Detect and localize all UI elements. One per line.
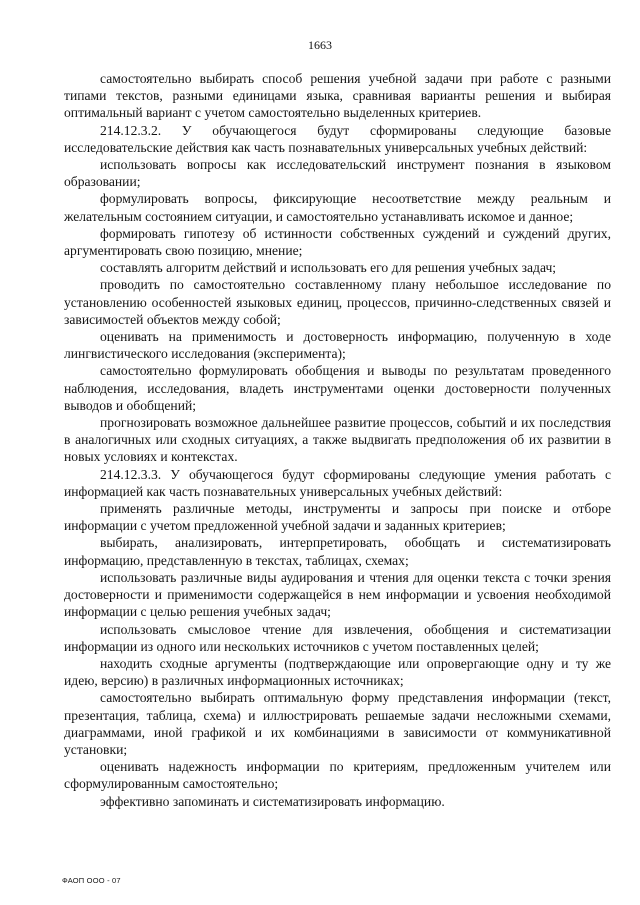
page-number: 1663 — [308, 38, 332, 52]
list-item: прогнозировать возможное дальнейшее развитие процессов, событий и их последствия в аналогичных или сходных ситуациях, а также выдвигать предположения об их развитии в новых условиях и контекстах. — [64, 415, 611, 465]
list-item: формулировать вопросы, фиксирующие несоответствие между реальным и желательным состоянием ситуации, и самостоятельно устанавливать искомое и данное; — [64, 191, 611, 224]
list-item: проводить по самостоятельно составленному плану небольшое исследование по установлению особенностей языковых единиц, процессов, причинно-следственных связей и зависимостей объектов между собой; — [64, 277, 611, 327]
list-item: использовать вопросы как исследовательский инструмент познания в языковом образовании; — [64, 157, 611, 190]
list-item: находить сходные аргументы (подтверждающие или опровергающие одну и ту же идею, версию) в различных информационных источниках; — [64, 655, 611, 689]
list-item: самостоятельно выбирать оптимальную форму представления информации (текст, презентация, таблица, схема) и иллюстрировать решаемые задачи несложными схемами, диаграммами, иной графикой и их комбинациями в зависимости от коммуникативной установки; — [64, 690, 611, 757]
list-item: использовать различные виды аудирования и чтения для оценки текста с точки зрения достоверности и применимости содержащейся в нем информации и усвоения необходимой информации с целью решения учебных задач; — [64, 569, 611, 620]
list-item: формировать гипотезу об истинности собственных суждений и суждений других, аргументировать свою позицию, мнение; — [64, 225, 611, 259]
list-item: самостоятельно формулировать обобщения и выводы по результатам проведенного наблюдения, исследования, владеть инструментами оценки достоверности полученных выводов и обобщений; — [64, 363, 611, 413]
paragraph: самостоятельно выбирать способ решения учебной задачи при работе с разными типами текстов, разными единицами языка, сравнивая варианты решения и выбирая оптимальный вариант с учетом самостоятельно выделенных критериев. — [64, 71, 611, 121]
section-paragraph: 214.12.3.2. У обучающегося будут сформированы следующие базовые исследовательские действия как часть познавательных универсальных учебных действий: — [64, 122, 611, 155]
section-paragraph: 214.12.3.3. У обучающегося будут сформированы следующие умения работать с информацией как часть познавательных универсальных учебных действий: — [64, 466, 611, 499]
list-item: составлять алгоритм действий и использовать его для решения учебных задач; — [100, 260, 557, 276]
list-item: оценивать на применимость и достоверность информацию, полученную в ходе лингвистического исследования (эксперимента); — [64, 329, 611, 362]
list-item: использовать смысловое чтение для извлечения, обобщения и систематизации информации из одного или нескольких источников с учетом поставленных целей; — [64, 621, 611, 654]
list-item: оценивать надежность информации по критериям, предложенным учителем или сформулированным самостоятельно; — [64, 759, 611, 792]
list-item: применять различные методы, инструменты и запросы при поиске и отборе информации с учетом предложенной учебной задачи и заданных критериев; — [64, 501, 611, 534]
list-item: выбирать, анализировать, интерпретировать, обобщать и систематизировать информацию, представленную в текстах, таблицах, схемах; — [64, 535, 611, 568]
document-body — [64, 70, 611, 810]
footer-code: ФАОП ООО - 07 — [62, 876, 121, 885]
list-item: эффективно запоминать и систематизировать информацию. — [100, 793, 445, 809]
